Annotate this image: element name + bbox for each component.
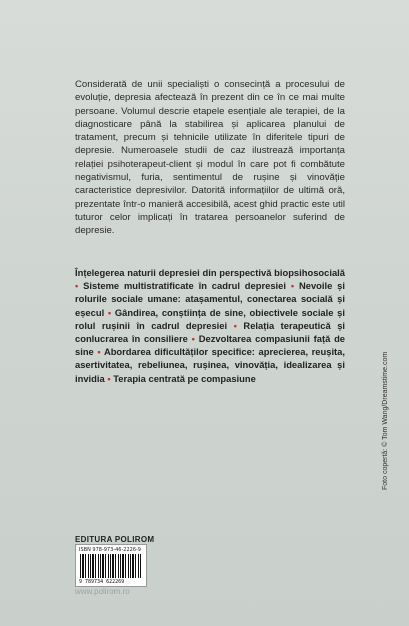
- bullet-separator: •: [75, 280, 79, 292]
- bullet-separator: •: [97, 346, 101, 358]
- topic-item: Nevoile și rolurile sociale umane: atașamentul, conectarea socială și eșecul: [75, 280, 346, 318]
- barcode-bars: [80, 554, 142, 578]
- barcode: [75, 544, 147, 587]
- bullet-separator: •: [107, 306, 112, 318]
- topic-item: Terapia centrată pe compasiune: [113, 372, 256, 384]
- isbn-label: ISBN 978-973-46-2226-9: [79, 547, 141, 553]
- topic-item: Dezvoltarea compasiunii față de sine: [75, 333, 346, 358]
- topics-list: [75, 266, 345, 385]
- book-description: Considerată de unii specialiști o consecință a procesului de evoluție, depresia afectează în prezent din ce în ce mai multe persoane. Volumul descrie etapele esențiale ale terapiei, de la diagnosticare până la stabilirea și aplicarea planului de tratament, precum și tehnicile utilizate în diferitele tipuri de depresie. Numeroasele studii de caz ilustrează importanța relației psihoterapeut-client și modul în care pot fi combătute negativismul, furia, sentimentul de rușine și vinovăție caracteristice depresivilor. Datorită informațiilor de ultimă oră, prezentate într-o manieră accesibilă, acest ghid practic este util tuturor celor implicați în tratarea persoanelor suferind de depresie.: [75, 79, 345, 237]
- bullet-separator: •: [107, 372, 111, 384]
- topic-item: Relația terapeutică și conlucrarea în consiliere: [75, 319, 346, 345]
- bullet-separator: •: [290, 280, 295, 292]
- publisher-name: EDITURA POLIROM: [75, 535, 155, 544]
- bullet-separator: •: [191, 333, 195, 345]
- topic-item: Sisteme multistratificate în cadrul depresiei: [83, 280, 286, 292]
- barcode-number: 9 789734 622269: [79, 579, 125, 585]
- topic-item: Abordarea dificultăților specifice: aprecierea, reușita, asertivitatea, rebeliunea, rușinea, vinovăția, idealizarea și invidia: [75, 346, 345, 384]
- bullet-separator: •: [233, 319, 237, 331]
- topic-item: Gândirea, conștiința de sine, obiectivele sociale și rolul rușinii în cadrul depresiei: [75, 306, 345, 331]
- publisher-website: www.polirom.ro: [75, 587, 130, 596]
- photo-credit: Foto copertă: © Tom Wang/Dreamstime.com: [382, 351, 389, 490]
- topic-item: Înțelegerea naturii depresiei din perspectivă biopsihosocială: [75, 267, 345, 278]
